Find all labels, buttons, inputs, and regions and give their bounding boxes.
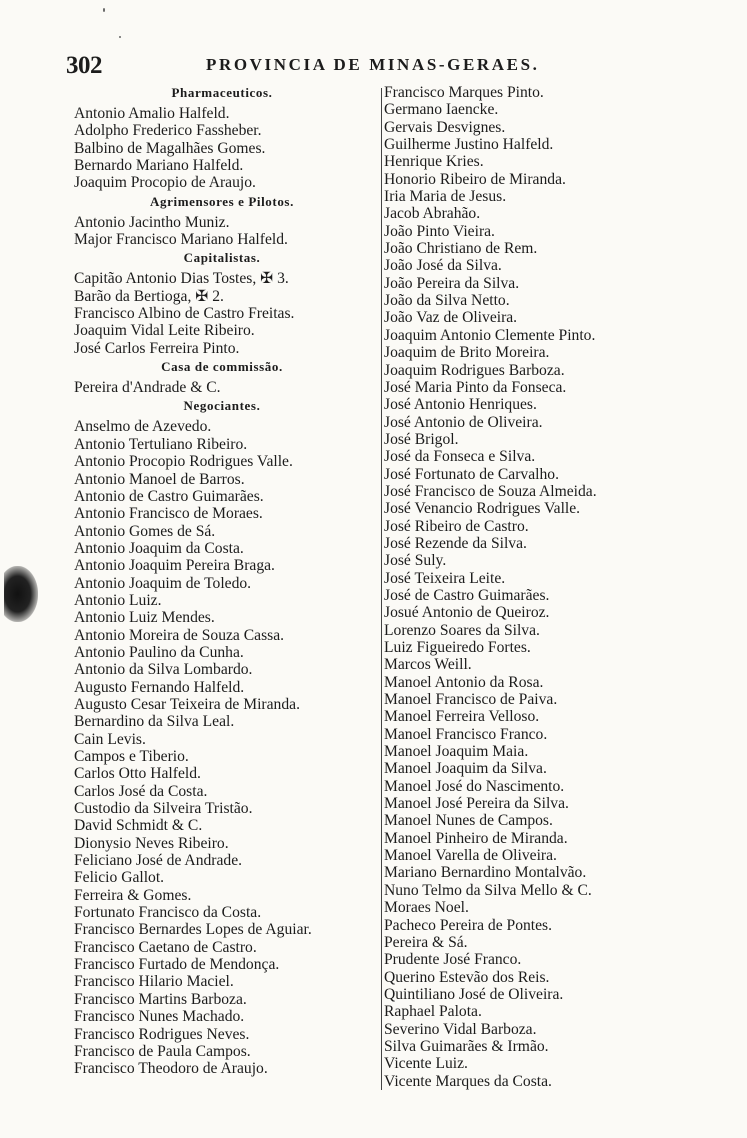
page-header	[66, 50, 566, 78]
list-item: Manoel Ferreira Velloso.	[384, 708, 540, 726]
list-item: Felicio Gallot.	[74, 869, 165, 887]
list-item: Bernardo Mariano Halfeld.	[74, 157, 244, 175]
list-item: Francisco Marques Pinto.	[384, 84, 544, 101]
list-item: Raphael Palota.	[384, 1003, 482, 1021]
list-item: Mariano Bernardino Montalvão.	[384, 864, 587, 882]
page-number: 302	[66, 52, 102, 79]
list-item: Francisco Bernardes Lopes de Aguiar.	[74, 921, 312, 939]
list-item: José Venancio Rodrigues Valle.	[384, 500, 581, 518]
section-heading: Negociantes.	[183, 398, 261, 414]
list-item: José Brigol.	[384, 430, 459, 448]
list-item: Bernardino da Silva Leal.	[74, 713, 235, 731]
list-item: Guilherme Justino Halfeld.	[384, 136, 554, 154]
list-item: Moraes Noel.	[384, 899, 469, 917]
section-heading: Capitalistas.	[183, 250, 261, 266]
list-item: Manoel Nunes de Campos.	[384, 812, 553, 830]
list-item: Francisco Theodoro de Araujo.	[74, 1060, 268, 1078]
list-item: João Pereira da Silva.	[384, 274, 520, 292]
list-item: Gervais Desvignes.	[384, 118, 506, 136]
list-item: Francisco Furtado de Mendonça.	[74, 956, 280, 974]
list-item: José Antonio Henriques.	[384, 396, 537, 414]
list-item: Manoel Francisco de Paiva.	[384, 691, 558, 709]
list-item: Augusto Cesar Teixeira de Miranda.	[74, 695, 300, 713]
right-column	[384, 84, 684, 1090]
list-item: Major Francisco Mariano Halfeld.	[74, 231, 288, 249]
list-item: Francisco Martins Barboza.	[74, 990, 247, 1008]
list-item: Adolpho Frederico Fassheber.	[74, 122, 262, 140]
list-item: Quintiliano José de Oliveira.	[384, 985, 564, 1003]
list-item: Iria Maria de Jesus.	[384, 188, 507, 206]
list-item: Francisco Hilario Maciel.	[74, 973, 234, 991]
list-item: Joaquim Antonio Clemente Pinto.	[384, 326, 596, 344]
list-item: Vicente Marques da Costa.	[384, 1072, 552, 1090]
list-item: Honorio Ribeiro de Miranda.	[384, 170, 566, 188]
list-item: David Schmidt & C.	[74, 817, 203, 835]
list-item: João da Silva Netto.	[384, 292, 510, 310]
list-item: Prudente José Franco.	[384, 951, 522, 969]
list-item: Manoel Francisco Franco.	[384, 725, 548, 743]
list-item: Carlos Otto Halfeld.	[74, 765, 201, 783]
list-item: José Rezende da Silva.	[384, 534, 527, 552]
list-item: Antonio Jacintho Muniz.	[74, 213, 230, 231]
list-item: José Antonio de Oliveira.	[384, 413, 543, 431]
list-item: Pereira d'Andrade & C.	[74, 379, 221, 397]
list-item: Lorenzo Soares da Silva.	[384, 621, 540, 639]
list-item: José Maria Pinto da Fonseca.	[384, 378, 567, 396]
list-item: Ferreira & Gomes.	[74, 886, 192, 904]
list-item: Antonio Moreira de Souza Cassa.	[74, 626, 285, 644]
column-divider	[381, 88, 382, 1090]
list-item: José Fortunato de Carvalho.	[384, 465, 559, 483]
list-item: Antonio Luiz.	[74, 591, 162, 609]
list-item: João Christiano de Rem.	[384, 240, 538, 258]
list-item: Manoel Antonio da Rosa.	[384, 673, 544, 691]
list-item: Marcos Weill.	[384, 656, 472, 674]
paper-speck	[119, 36, 121, 38]
list-item: Francisco Rodrigues Neves.	[74, 1025, 250, 1043]
list-item: Antonio Joaquim Pereira Braga.	[74, 557, 275, 575]
list-item: José Carlos Ferreira Pinto.	[74, 339, 240, 357]
list-item: Cain Levis.	[74, 730, 146, 748]
section-heading: Pharmaceuticos.	[171, 85, 273, 100]
list-item: Germano Iaencke.	[384, 101, 499, 119]
list-item: Nuno Telmo da Silva Mello & C.	[384, 881, 592, 899]
list-item: Joaquim Rodrigues Barboza.	[384, 361, 565, 379]
list-item: Francisco Albino de Castro Freitas.	[74, 305, 295, 323]
section-heading: Casa de commissão.	[161, 359, 283, 375]
left-column	[72, 84, 372, 1078]
list-item: Silva Guimarães & Irmão.	[384, 1037, 549, 1055]
list-item: João Pinto Vieira.	[384, 222, 495, 240]
list-item: Manoel Pinheiro de Miranda.	[384, 829, 568, 847]
list-item: Severino Vidal Barboza.	[384, 1020, 537, 1038]
list-item: Francisco de Paula Campos.	[74, 1042, 251, 1060]
list-item: Pacheco Pereira de Pontes.	[384, 916, 553, 934]
list-item: Manoel Joaquim da Silva.	[384, 760, 547, 778]
list-item: Antonio Gomes de Sá.	[74, 522, 216, 540]
list-item: João José da Silva.	[384, 257, 502, 275]
list-item: Antonio Paulino da Cunha.	[74, 643, 244, 661]
list-item: Dionysio Neves Ribeiro.	[74, 834, 229, 852]
list-item: Custodio da Silveira Tristão.	[74, 800, 253, 818]
list-item: Antonio Francisco de Moraes.	[74, 505, 263, 523]
list-item: José Teixeira Leite.	[384, 569, 506, 587]
list-item: João Vaz de Oliveira.	[384, 309, 518, 327]
list-item: Antonio Procopio Rodrigues Valle.	[74, 453, 293, 471]
list-item: Antonio Tertuliano Ribeiro.	[74, 435, 248, 453]
list-item: Joaquim de Brito Moreira.	[384, 344, 550, 362]
list-item: Antonio de Castro Guimarães.	[74, 487, 264, 505]
list-item: Anselmo de Azevedo.	[74, 418, 212, 436]
list-item: Francisco Caetano de Castro.	[74, 938, 257, 956]
list-item: Campos e Tiberio.	[74, 748, 189, 765]
list-item: Joaquim Vidal Leite Ribeiro.	[74, 322, 255, 340]
list-item: Henrique Kries.	[384, 153, 484, 171]
list-item: Joaquim Procopio de Araujo.	[74, 174, 256, 192]
list-item: Querino Estevão dos Reis.	[384, 968, 550, 986]
list-item: José Suly.	[384, 552, 447, 570]
list-item: Francisco Nunes Machado.	[74, 1008, 245, 1026]
list-item: Vicente Luiz.	[384, 1055, 468, 1073]
list-item: José Ribeiro de Castro.	[384, 517, 529, 535]
list-item: José Francisco de Souza Almeida.	[384, 482, 597, 500]
list-item: Augusto Fernando Halfeld.	[74, 678, 245, 696]
section-heading: Agrimensores e Pilotos.	[150, 193, 294, 209]
list-item: Luiz Figueiredo Fortes.	[384, 639, 531, 656]
list-item: Manoel Varella de Oliveira.	[384, 847, 557, 865]
paper-speck	[103, 8, 105, 12]
list-item: Antonio Manoel de Barros.	[74, 470, 245, 488]
list-item: Jacob Abrahão.	[384, 205, 481, 223]
list-item: Pereira & Sá.	[384, 933, 468, 951]
page-title: PROVINCIA DE MINAS-GERAES.	[206, 55, 540, 74]
ink-blot-mark	[4, 566, 38, 622]
list-item: Antonio da Silva Lombardo.	[74, 661, 253, 679]
list-item: Manoel José do Nascimento.	[384, 777, 565, 795]
list-item: Josué Antonio de Queiroz.	[384, 604, 550, 622]
list-item: Antonio Amalio Halfeld.	[74, 105, 230, 122]
list-item: Antonio Joaquim de Toledo.	[74, 574, 252, 592]
list-item: Balbino de Magalhães Gomes.	[74, 139, 266, 157]
list-item: Antonio Joaquim da Costa.	[74, 539, 244, 557]
list-item: Manoel Joaquim Maia.	[384, 743, 529, 761]
list-item: Manoel José Pereira da Silva.	[384, 795, 569, 813]
list-item: José de Castro Guimarães.	[384, 586, 550, 604]
list-item: Feliciano José de Andrade.	[74, 852, 243, 870]
list-item: José da Fonseca e Silva.	[384, 448, 536, 466]
list-item: Capitão Antonio Dias Tostes, ✠ 3.	[74, 270, 289, 288]
list-item: Antonio Luiz Mendes.	[74, 609, 215, 627]
list-item: Fortunato Francisco da Costa.	[74, 904, 262, 922]
list-item: Barão da Bertioga, ✠ 2.	[74, 287, 224, 305]
list-item: Carlos José da Costa.	[74, 782, 208, 800]
